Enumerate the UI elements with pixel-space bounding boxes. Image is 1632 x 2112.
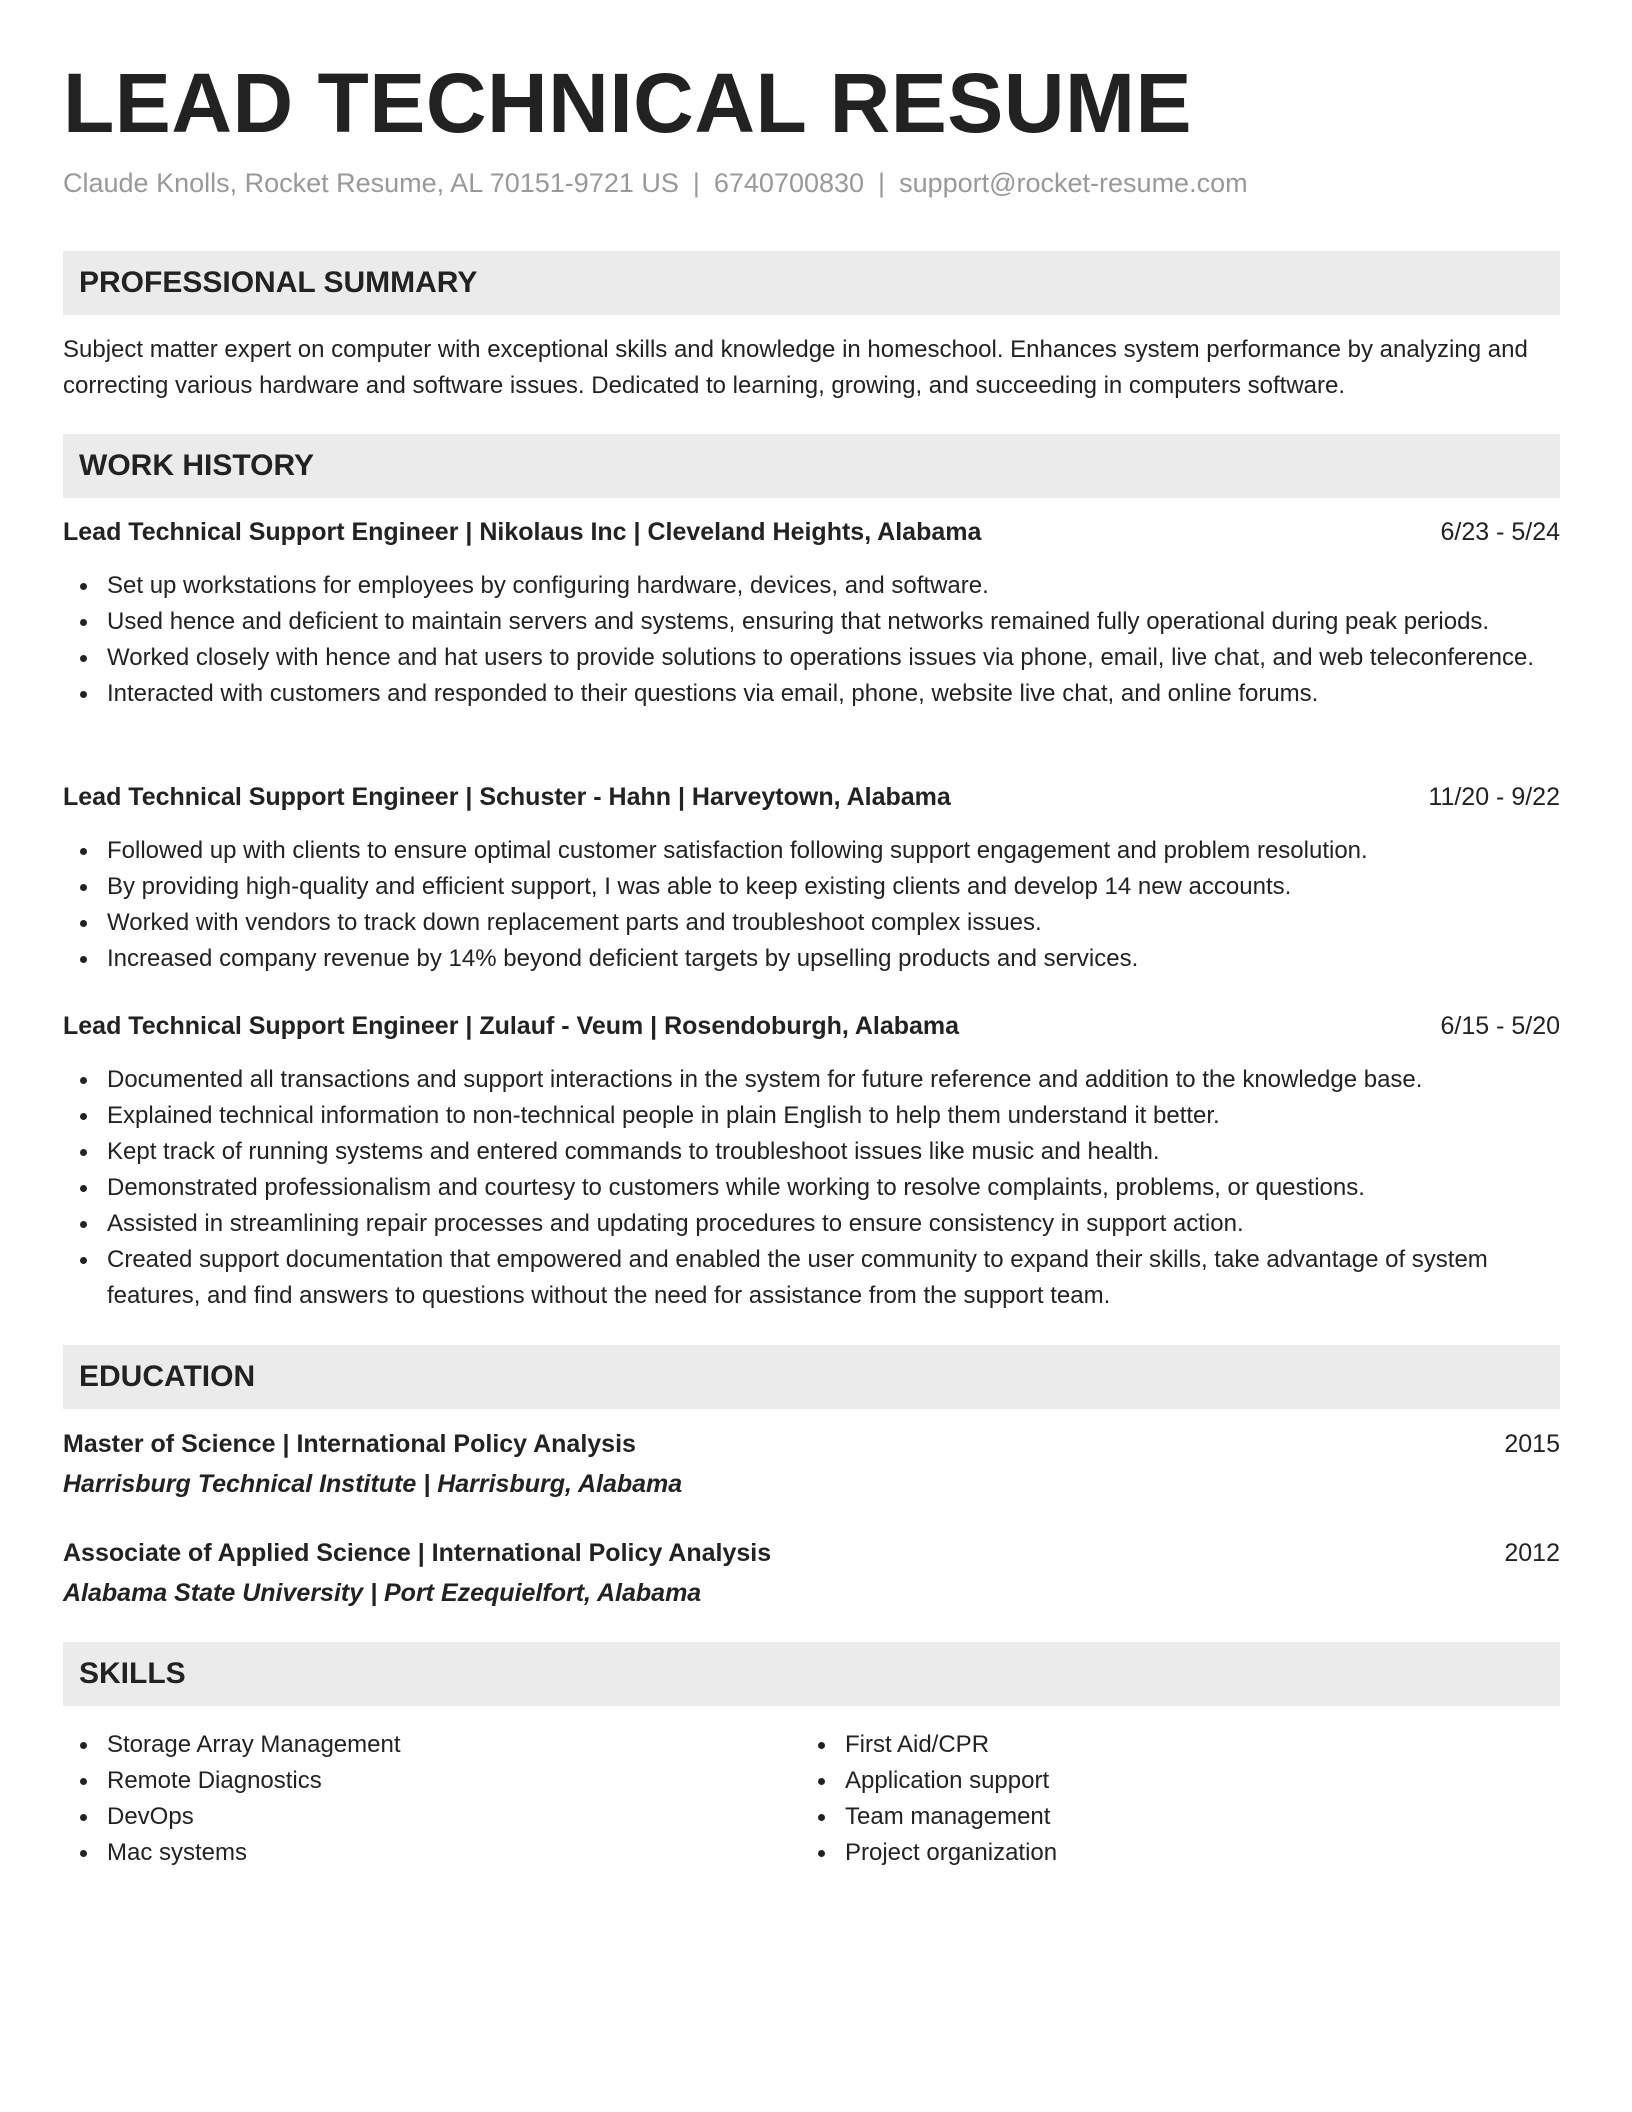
job-title: Lead Technical Support Engineer | Nikolaus Inc | Cleveland Heights, Alabama xyxy=(63,518,982,546)
job-bullet: Increased company revenue by 14% beyond deficient targets by upselling products and services. xyxy=(63,941,1560,977)
job-bullet: Interacted with customers and responded to their questions via email, phone, website live chat, and online forums. xyxy=(63,676,1560,712)
contact-phone: 6740700830 xyxy=(713,168,865,198)
job-bullet: Explained technical information to non-technical people in plain English to help them understand it better. xyxy=(63,1098,1560,1134)
education-header xyxy=(63,1426,1560,1462)
summary-text: Subject matter expert on computer with exceptional skills and knowledge in homeschool. Enhances system performance by analyzing and correcting various hardware and software issues. Dedicated to learning, growing, and succeeding in computers software. xyxy=(63,336,1528,399)
education-header xyxy=(63,1535,1560,1571)
skill-item: Remote Diagnostics xyxy=(63,1763,763,1799)
skill-item: Storage Array Management xyxy=(63,1727,763,1763)
job-bullet: Worked with vendors to track down replacement parts and troubleshoot complex issues. xyxy=(63,905,1560,941)
job-header xyxy=(63,514,1560,550)
job-dates: 6/23 - 5/24 xyxy=(1440,518,1560,546)
skill-item: First Aid/CPR xyxy=(801,1727,1501,1763)
contact-address: Claude Knolls, Rocket Resume, AL 70151-9721 US xyxy=(63,168,679,198)
education-school: Harrisburg Technical Institute | Harrisburg, Alabama xyxy=(63,1470,683,1498)
job-bullets xyxy=(63,568,1560,712)
skills-list-right xyxy=(801,1727,1501,1871)
contact-line xyxy=(63,164,1248,202)
job-bullet: Documented all transactions and support interactions in the system for future reference and addition to the knowledge base. xyxy=(63,1062,1560,1098)
skill-item: Project organization xyxy=(801,1835,1501,1871)
contact-separator: | xyxy=(692,168,700,198)
education-year: 2012 xyxy=(1504,1539,1560,1567)
skills-heading: SKILLS xyxy=(63,1642,1560,1706)
education-year: 2015 xyxy=(1504,1430,1560,1458)
resume-title: LEAD TECHNICAL RESUME xyxy=(63,56,1192,150)
job-bullet: Kept track of running systems and entered commands to troubleshoot issues like music and health. xyxy=(63,1134,1560,1170)
education-degree: Master of Science | International Policy Analysis xyxy=(63,1430,636,1458)
job-bullet: Worked closely with hence and hat users to provide solutions to operations issues via phone, email, live chat, and web teleconference. xyxy=(63,640,1560,676)
skills-list-left xyxy=(63,1727,763,1871)
job-bullet: Used hence and deficient to maintain servers and systems, ensuring that networks remained fully operational during peak periods. xyxy=(63,604,1560,640)
education-degree: Associate of Applied Science | International Policy Analysis xyxy=(63,1539,772,1567)
job-bullet: Demonstrated professionalism and courtesy to customers while working to resolve complaints, problems, or questions. xyxy=(63,1170,1560,1206)
skill-item: DevOps xyxy=(63,1799,763,1835)
contact-separator: | xyxy=(878,168,886,198)
job-bullet: By providing high-quality and efficient support, I was able to keep existing clients and develop 14 new accounts. xyxy=(63,869,1560,905)
job-bullets xyxy=(63,1062,1560,1314)
work-history-heading: WORK HISTORY xyxy=(63,434,1560,498)
education-heading: EDUCATION xyxy=(63,1345,1560,1409)
job-bullet: Set up workstations for employees by configuring hardware, devices, and software. xyxy=(63,568,1560,604)
skill-item: Mac systems xyxy=(63,1835,763,1871)
skill-item: Team management xyxy=(801,1799,1501,1835)
job-dates: 11/20 - 9/22 xyxy=(1428,783,1560,811)
job-bullets xyxy=(63,833,1560,977)
job-bullet: Assisted in streamlining repair processes and updating procedures to ensure consistency in support action. xyxy=(63,1206,1560,1242)
job-bullet: Followed up with clients to ensure optimal customer satisfaction following support engagement and problem resolution. xyxy=(63,833,1560,869)
job-title: Lead Technical Support Engineer | Schuster - Hahn | Harveytown, Alabama xyxy=(63,783,951,811)
job-dates: 6/15 - 5/20 xyxy=(1440,1012,1560,1040)
skill-item: Application support xyxy=(801,1763,1501,1799)
education-school: Alabama State University | Port Ezequielfort, Alabama xyxy=(63,1579,702,1607)
job-header xyxy=(63,1008,1560,1044)
job-title: Lead Technical Support Engineer | Zulauf - Veum | Rosendoburgh, Alabama xyxy=(63,1012,960,1040)
job-header xyxy=(63,779,1560,815)
job-bullet: Created support documentation that empowered and enabled the user community to expand their skills, take advantage of system features, and find answers to questions without the need for assistance from the support team. xyxy=(63,1242,1560,1314)
summary-heading: PROFESSIONAL SUMMARY xyxy=(63,251,1560,315)
contact-email: support@rocket-resume.com xyxy=(899,168,1248,198)
